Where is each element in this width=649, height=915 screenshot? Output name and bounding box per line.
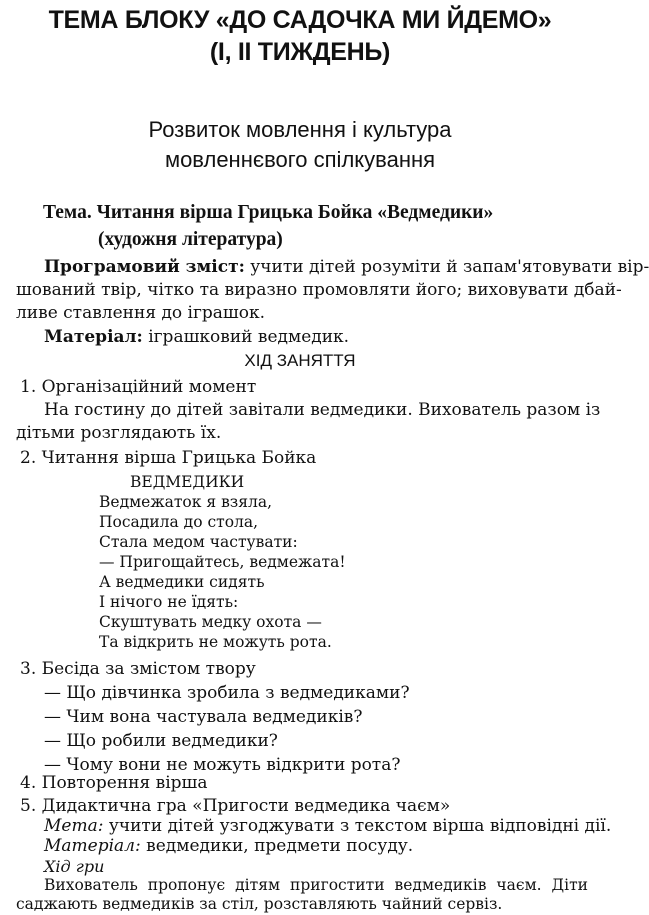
question-item: — Чому вони не можуть відкрити рота? <box>44 755 401 775</box>
block-title-line-1: ТЕМА БЛОКУ «ДО САДОЧКА МИ ЙДЕМО» <box>48 6 552 34</box>
question-item: — Що дівчинка зробила з ведмедиками? <box>44 683 410 703</box>
material-text: іграшковий ведмедик. <box>142 327 350 347</box>
step-5-title: 5. Дидактична гра «Пригости ведмедика чаєм» <box>20 796 451 816</box>
question-item: — Чим вона частувала ведмедиків? <box>44 707 363 727</box>
poem-line: Та відкрить не можуть рота. <box>99 633 332 651</box>
section-title-line-2: мовленнєвого спілкування <box>164 147 436 172</box>
step-1-line-1: На гостину до дітей завітали ведмедики. Вихователь разом із <box>44 400 601 420</box>
step-3-title: 3. Бесіда за змістом твору <box>20 659 256 679</box>
poem-line: Ведмежаток я взяла, <box>99 493 273 511</box>
question-item: — Що робили ведмедики? <box>44 731 278 751</box>
game-material-label: Матеріал: <box>44 836 141 856</box>
theme-line-1: Тема. Читання вірша Грицька Бойка «Ведмедики» <box>43 202 494 223</box>
poem-line: А ведмедики сидять <box>99 573 265 591</box>
game-heading: Хід гри <box>44 857 105 876</box>
program-line-3: ливе ставлення до іграшок. <box>16 303 265 323</box>
game-material-text: ведмедики, предмети посуду. <box>140 836 414 856</box>
poem-line: Посадила до стола, <box>99 513 259 531</box>
poem-line: — Пригощайтесь, ведмежата! <box>99 553 346 571</box>
program-text-1: учити дітей розуміти й запам'ятовувати вір- <box>244 257 649 277</box>
program-line-1 <box>44 257 649 277</box>
program-label: Програмовий зміст: <box>44 257 245 277</box>
goal-label: Мета: <box>44 816 104 836</box>
step-2-title: 2. Читання вірша Грицька Бойка <box>20 448 317 468</box>
poem-title: ВЕДМЕДИКИ <box>130 473 245 491</box>
step-1-line-2: дітьми розглядають їх. <box>16 423 222 443</box>
poem-line: Стала медом частувати: <box>99 533 298 551</box>
step-5-goal <box>44 816 611 836</box>
game-line-2: саджають ведмедиків за стіл, розставляють чайний сервіз. <box>16 895 503 913</box>
game-line-1: Вихователь пропонує дітям пригостити ведмедиків чаєм. Діти <box>44 876 588 894</box>
step-1-title: 1. Організаційний момент <box>20 377 257 397</box>
program-line-2: шований твір, чітко та виразно промовляти його; виховувати дбай- <box>16 280 622 300</box>
lesson-heading: ХІД ЗАНЯТТЯ <box>244 351 356 370</box>
theme-line-2: (художня література) <box>98 229 283 250</box>
step-4-title: 4. Повторення вірша <box>20 773 208 793</box>
goal-text: учити дітей узгоджувати з текстом вірша відповідні дії. <box>103 816 612 836</box>
block-title-line-2: (І, ІІ ТИЖДЕНЬ) <box>209 38 391 66</box>
material-label: Матеріал: <box>44 327 143 347</box>
step-5-material <box>44 836 413 856</box>
section-title-line-1: Розвиток мовлення і культура <box>148 117 452 142</box>
poem-line: Скуштувать медку охота — <box>99 613 322 631</box>
material-line <box>44 327 349 347</box>
poem-line: І нічого не їдять: <box>99 593 239 611</box>
